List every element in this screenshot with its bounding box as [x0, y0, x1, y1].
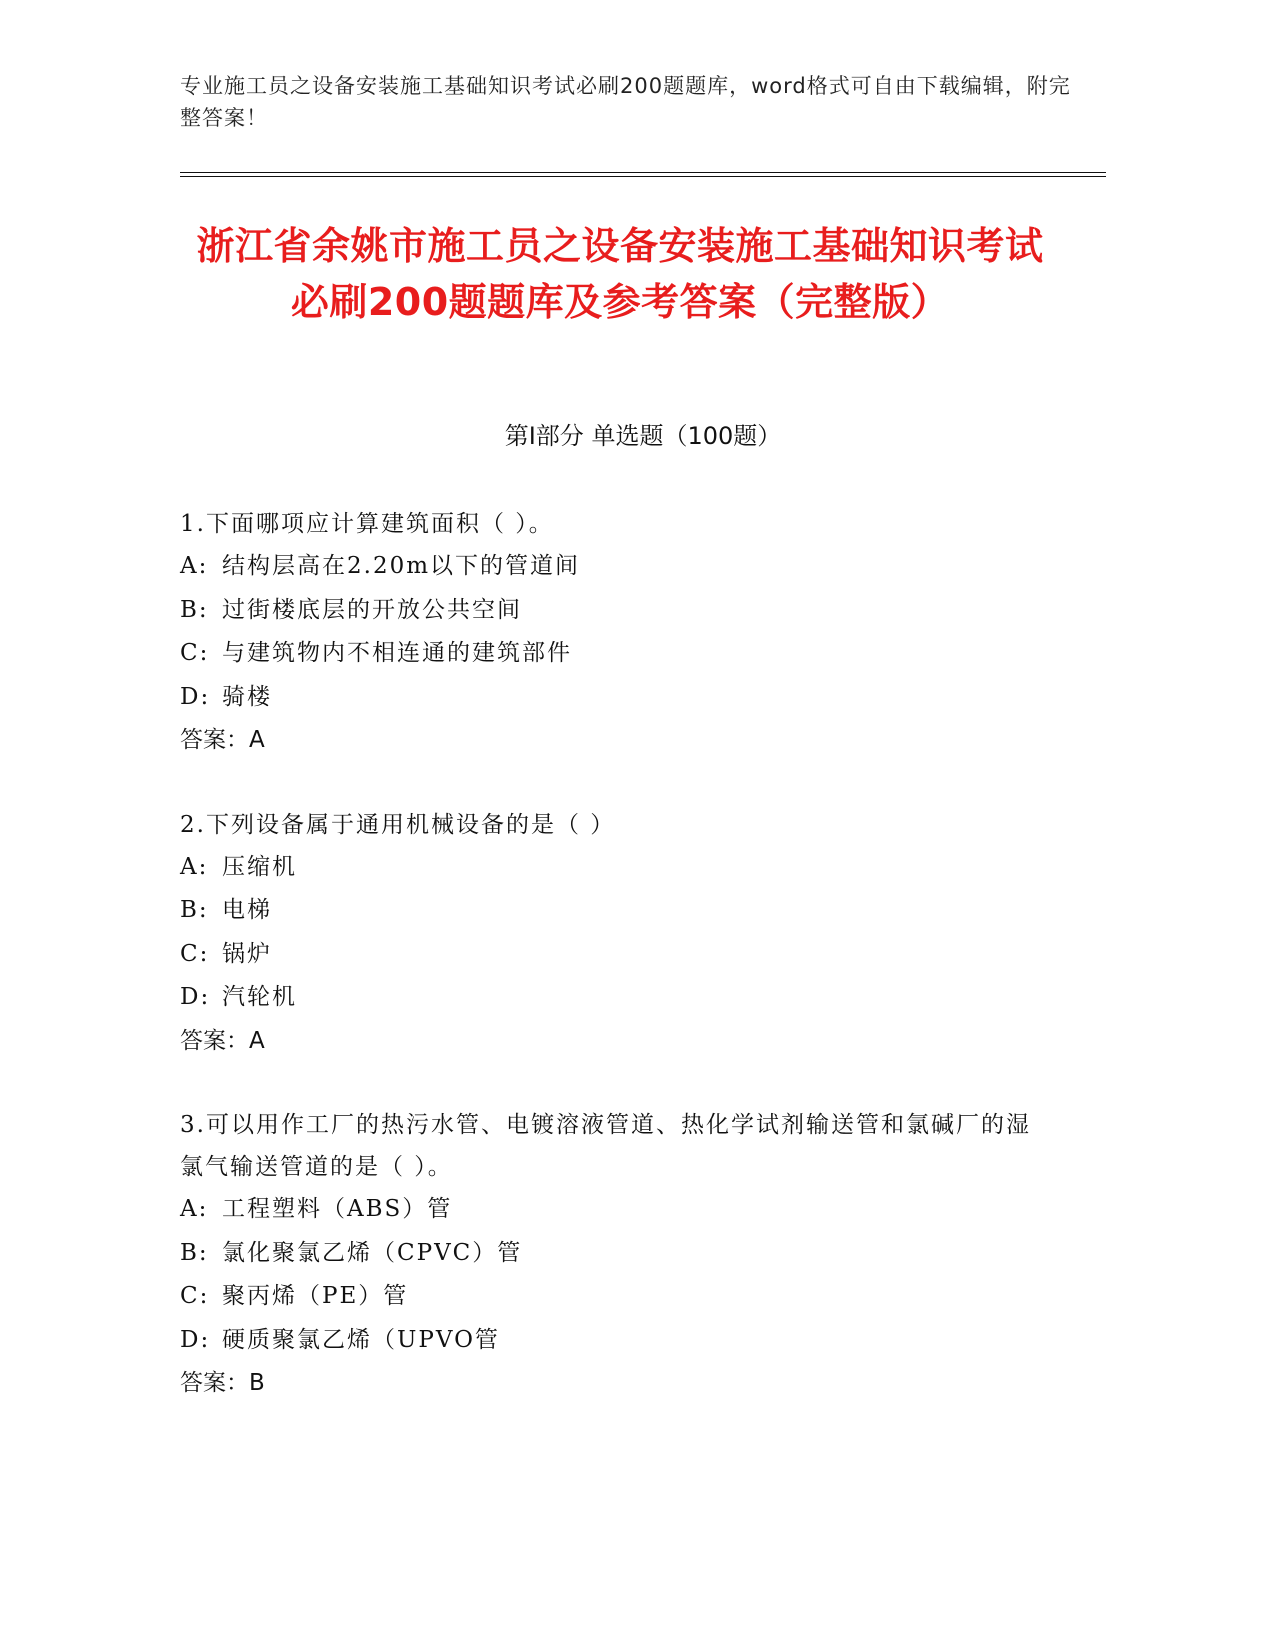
option-d [180, 976, 1040, 1020]
option-text: 过街楼底层的开放公共空间 [222, 596, 522, 623]
question-stem: 2.下列设备属于通用机械设备的是（ ） [180, 811, 616, 838]
option-a [180, 846, 1040, 890]
option-text: 电梯 [222, 897, 272, 923]
answer-line: 答案：A [180, 727, 265, 753]
option-c [180, 933, 1040, 977]
option-text: 与建筑物内不相连通的建筑部件 [222, 640, 572, 666]
option-letter: A: [180, 553, 209, 579]
option-text: 工程塑料（ABS）管 [222, 1196, 453, 1222]
option-letter: A: [180, 853, 209, 880]
option-d [180, 1319, 1040, 1363]
question-list [180, 503, 1040, 1447]
option-letter: D: [180, 984, 211, 1010]
document-title: 浙江省余姚市施工员之设备安装施工基础知识考试必刷200题题库及参考答案（完整版） [196, 224, 1044, 324]
option-letter: C: [180, 940, 210, 967]
option-text: 骑楼 [222, 683, 272, 710]
option-text: 硬质聚氯乙烯（UPVO管 [222, 1326, 500, 1353]
option-letter: C: [180, 1283, 210, 1309]
option-text: 汽轮机 [222, 984, 297, 1010]
header-divider-top [180, 172, 1106, 173]
option-text: 氯化聚氯乙烯（CPVC）管 [222, 1239, 523, 1266]
option-letter: D: [180, 683, 211, 710]
answer-line: 答案：A [180, 1027, 265, 1054]
option-a [180, 545, 1040, 589]
option-letter: D: [180, 1326, 211, 1353]
option-letter: C: [180, 640, 210, 666]
option-letter: A: [180, 1196, 209, 1222]
option-text: 锅炉 [222, 940, 272, 967]
option-b [180, 889, 1040, 933]
option-c [180, 1275, 1040, 1319]
option-a [180, 1188, 1040, 1232]
option-text: 聚丙烯（PE）管 [222, 1283, 409, 1309]
question-1 [180, 503, 1040, 763]
option-text: 结构层高在2.20m以下的管道间 [222, 553, 581, 579]
question-stem: 1.下面哪项应计算建筑面积（ ）。 [180, 511, 554, 537]
option-letter: B: [180, 596, 209, 623]
option-text: 压缩机 [222, 853, 297, 880]
option-letter: B: [180, 897, 209, 923]
section-title: 第I部分 单选题（100题） [504, 422, 782, 450]
option-b [180, 589, 1040, 633]
option-b [180, 1232, 1040, 1276]
option-d [180, 676, 1040, 720]
question-3 [180, 1104, 1040, 1406]
question-2 [180, 804, 1040, 1064]
answer-line: 答案：B [180, 1370, 265, 1396]
option-letter: B: [180, 1239, 209, 1266]
header-divider-bottom [180, 176, 1106, 177]
question-stem: 3.可以用作工厂的热污水管、电镀溶液管道、热化学试剂输送管和氯碱厂的湿氯气输送管道的是（ ）。 [180, 1112, 1031, 1180]
option-c [180, 632, 1040, 676]
header-note: 专业施工员之设备安装施工基础知识考试必刷200题题库，word格式可自由下载编辑，附完整答案！ [180, 74, 1071, 130]
